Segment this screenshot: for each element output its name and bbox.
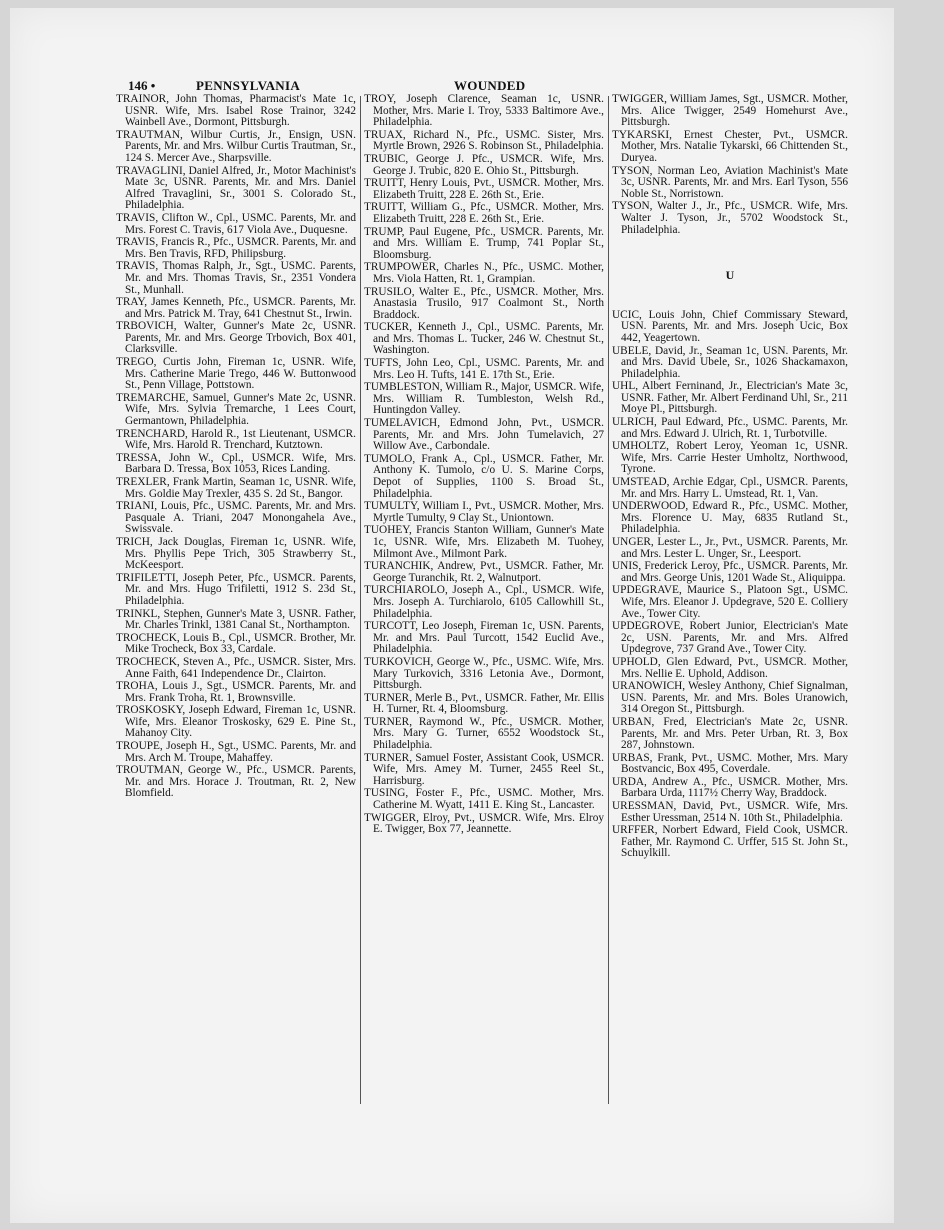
casualty-entry: TROUTMAN, George W., Pfc., USMCR. Parents, Mr. and Mrs. Horace J. Troutman, Rt. 2, New Blomfield.: [116, 764, 356, 800]
casualty-entry: UBELE, David, Jr., Seaman 1c, USN. Parents, Mr. and Mrs. David Ubele, Sr., 1026 Shackamaxon, Philadelphia.: [612, 344, 848, 380]
casualty-entry: TUCKER, Kenneth J., Cpl., USMC. Parents, Mr. and Mrs. Thomas L. Tucker, 246 W. Chestnut St., Washington.: [364, 321, 604, 357]
casualty-entry: TRUMP, Paul Eugene, Pfc., USMCR. Parents, Mr. and Mrs. William E. Trump, 741 Poplar St., Bloomsburg.: [364, 225, 604, 261]
casualty-entry: UNIS, Frederick Leroy, Pfc., USMCR. Parents, Mr. and Mrs. George Unis, 1201 Wade St., Aliquippa.: [612, 560, 848, 584]
section-heading: WOUNDED: [454, 78, 526, 93]
casualty-entry: TRUMPOWER, Charles N., Pfc., USMC. Mother, Mrs. Viola Hatten, Rt. 1, Grampian.: [364, 261, 604, 285]
casualty-entry: TREMARCHE, Samuel, Gunner's Mate 2c, USNR. Wife, Mrs. Sylvia Tremarche, 1 Lees Court, Germantown, Philadelphia.: [116, 391, 356, 428]
casualty-entry: UNGER, Lester L., Jr., Pvt., USMCR. Parents, Mr. and Mrs. Lester L. Unger, Sr., Leesport.: [612, 536, 848, 560]
casualty-entry: URDA, Andrew A., Pfc., USMCR. Mother, Mrs. Barbara Urda, 1117½ Cherry Way, Braddock.: [612, 775, 848, 800]
casualty-entry: TYSON, Norman Leo, Aviation Machinist's Mate 3c, USNR. Parents, Mr. and Mrs. Earl Tyson, 556 Noble St., Norristown.: [612, 164, 848, 200]
casualty-entry: UMHOLTZ, Robert Leroy, Yeoman 1c, USNR. Wife, Mrs. Carrie Hester Umholtz, Northwood, Tyrone.: [612, 440, 848, 476]
column-2: [364, 94, 604, 837]
casualty-entry: UPHOLD, Glen Edward, Pvt., USMCR. Mother, Mrs. Nellie E. Uphold, Addison.: [612, 655, 848, 680]
casualty-entry: ULRICH, Paul Edward, Pfc., USMC. Parents, Mr. and Mrs. Edward J. Ulrich, Rt. 1, Turbotville.: [612, 416, 848, 440]
casualty-entry: TROHA, Louis J., Sgt., USMCR. Parents, Mr. and Mrs. Frank Troha, Rt. 1, Brownsville.: [116, 680, 356, 704]
casualty-entry: TROSKOSKY, Joseph Edward, Fireman 1c, USNR. Wife, Mrs. Eleanor Troskosky, 629 E. Pine St., Mahanoy City.: [116, 704, 356, 740]
casualty-entry: TRBOVICH, Walter, Gunner's Mate 2c, USNR. Parents, Mr. and Mrs. George Trbovich, Box 401, Clarksville.: [116, 320, 356, 356]
casualty-entry: TURCOTT, Leo Joseph, Fireman 1c, USN. Parents, Mr. and Mrs. Paul Turcott, 1542 Euclid Ave., Philadelphia.: [364, 620, 604, 656]
casualty-entry: TRINKL, Stephen, Gunner's Mate 3, USNR. Father, Mr. Charles Trinkl, 1381 Canal St., Northampton.: [116, 607, 356, 632]
casualty-entry: TUSING, Foster F., Pfc., USMC. Mother, Mrs. Catherine M. Wyatt, 1411 E. King St., Lancaster.: [364, 787, 604, 812]
casualty-entry: TRUBIC, George J. Pfc., USMCR. Wife, Mrs. George J. Trubic, 820 E. Ohio St., Pittsburgh.: [364, 152, 604, 177]
casualty-entry: UPDEGROVE, Robert Junior, Electrician's Mate 2c, USN. Parents, Mr. and Mrs. Alfred Updegrove, 737 Grand Ave., Tower City.: [612, 620, 848, 656]
casualty-entry: TRAVIS, Clifton W., Cpl., USMC. Parents, Mr. and Mrs. Forest C. Travis, 617 Viola Ave., Duquesne.: [116, 211, 356, 236]
casualty-entry: TRAY, James Kenneth, Pfc., USMCR. Parents, Mr. and Mrs. Patrick M. Tray, 641 Chestnut St., Irwin.: [116, 296, 356, 320]
casualty-entry: TURANCHIK, Andrew, Pvt., USMCR. Father, Mr. George Turanchik, Rt. 2, Walnutport.: [364, 560, 604, 584]
column-1: [116, 94, 356, 801]
casualty-entry: TRUITT, Henry Louis, Pvt., USMCR. Mother, Mrs. Elizabeth Truitt, 228 E. 26th St., Erie.: [364, 177, 604, 201]
casualty-entry: TURKOVICH, George W., Pfc., USMC. Wife, Mrs. Mary Turkovich, 3316 Letonia Ave., Dormont, Pittsburgh.: [364, 655, 604, 692]
casualty-entry: TRAVIS, Francis R., Pfc., USMCR. Parents, Mr. and Mrs. Ben Travis, RFD, Philipsburg.: [116, 236, 356, 260]
casualty-entry: UHL, Albert Ferninand, Jr., Electrician's Mate 3c, USNR. Father, Mr. Albert Ferdinand Uhl, Sr., 211 Moye Pl., Pittsburgh.: [612, 380, 848, 416]
state-heading: PENNSYLVANIA: [196, 78, 301, 93]
casualty-entry: TREXLER, Frank Martin, Seaman 1c, USNR. Wife, Mrs. Goldie May Trexler, 435 S. 2d St., Bangor.: [116, 476, 356, 500]
casualty-entry: TRUITT, William G., Pfc., USMCR. Mother, Mrs. Elizabeth Truitt, 228 E. 26th St., Erie.: [364, 201, 604, 225]
casualty-entry: UNDERWOOD, Edward R., Pfc., USMC. Mother, Mrs. Florence U. May, 6835 Rutland St., Philadelphia.: [612, 500, 848, 536]
casualty-entry: TROY, Joseph Clarence, Seaman 1c, USNR. Mother, Mrs. Marie I. Troy, 5333 Baltimore Ave., Philadelphia.: [364, 93, 604, 129]
casualty-entry: URESSMAN, David, Pvt., USMCR. Wife, Mrs. Esther Uressman, 2514 N. 10th St., Philadelphia.: [612, 800, 848, 824]
column-3: [612, 94, 848, 861]
casualty-entry: TRUAX, Richard N., Pfc., USMC. Sister, Mrs. Myrtle Brown, 2926 S. Robinson St., Philadelphia.: [364, 128, 604, 153]
casualty-entry: URANOWICH, Wesley Anthony, Chief Signalman, USN. Parents, Mr. and Mrs. Boles Uranowich, 314 Oregon St., Pittsburgh.: [612, 680, 848, 716]
casualty-entry: TRAINOR, John Thomas, Pharmacist's Mate 1c, USNR. Wife, Mrs. Isabel Rose Trainor, 3242 Wainbell Ave., Dormont, Pittsburgh.: [116, 93, 356, 129]
casualty-entry: TRESSA, John W., Cpl., USMCR. Wife, Mrs. Barbara D. Tressa, Box 1053, Rices Landing.: [116, 451, 356, 476]
casualty-entry: TRICH, Jack Douglas, Fireman 1c, USNR. Wife, Mrs. Phyllis Pepe Trich, 305 Strawberry St., McKeesport.: [116, 535, 356, 572]
casualty-entry: TWIGGER, William James, Sgt., USMCR. Mother, Mrs. Alice Twigger, 2549 Homehurst Ave., Pittsburgh.: [612, 93, 848, 129]
casualty-entry: TROCHECK, Steven A., Pfc., USMCR. Sister, Mrs. Anne Faith, 641 Independence Dr., Clairton.: [116, 655, 356, 680]
casualty-entry: TRENCHARD, Harold R., 1st Lieutenant, USMCR. Wife, Mrs. Harold R. Trenchard, Kutztown.: [116, 427, 356, 452]
casualty-entry: TURNER, Raymond W., Pfc., USMCR. Mother, Mrs. Mary G. Turner, 6552 Woodstock St., Philadelphia.: [364, 715, 604, 752]
casualty-entry: TREGO, Curtis John, Fireman 1c, USNR. Wife, Mrs. Catherine Marie Trego, 446 W. Buttonwood St., Penn Village, Pottstown.: [116, 356, 356, 392]
casualty-entry: TRAVIS, Thomas Ralph, Jr., Sgt., USMC. Parents, Mr. and Mrs. Thomas Travis, Sr., 2351 Vondera St., Munhall.: [116, 260, 356, 296]
casualty-entry: TUFTS, John Leo, Cpl., USMC. Parents, Mr. and Mrs. Leo H. Tufts, 141 E. 17th St., Erie.: [364, 357, 604, 381]
casualty-entry: UMSTEAD, Archie Edgar, Cpl., USMCR. Parents, Mr. and Mrs. Harry L. Umstead, Rt. 1, Van.: [612, 476, 848, 500]
casualty-entry: TROCHECK, Louis B., Cpl., USMCR. Brother, Mr. Mike Trocheck, Box 33, Cardale.: [116, 631, 356, 656]
casualty-entry: TRIANI, Louis, Pfc., USMC. Parents, Mr. and Mrs. Pasquale A. Triani, 2047 Monongahela Ave., Swissvale.: [116, 500, 356, 536]
casualty-entry: TWIGGER, Elroy, Pvt., USMCR. Wife, Mrs. Elroy E. Twigger, Box 77, Jeannette.: [364, 811, 604, 836]
casualty-entry: TRAVAGLINI, Daniel Alfred, Jr., Motor Machinist's Mate 3c, USNR. Parents, Mr. and Mrs. Daniel Alfred Travaglini, Sr., 3001 S. Colorado St., Philadelphia.: [116, 164, 356, 212]
casualty-entry: TRIFILETTI, Joseph Peter, Pfc., USMCR. Parents, Mr. and Mrs. Hugo Trifiletti, 1912 S. 23d St., Philadelphia.: [116, 571, 356, 607]
casualty-entry: TUMOLO, Frank A., Cpl., USMCR. Father, Mr. Anthony K. Tumolo, c/o U. S. Marine Corps, Depot of Supplies, 1100 S. Broad St., Philadelphia.: [364, 452, 604, 500]
casualty-entry: TUOHEY, Francis Stanton William, Gunner's Mate 1c, USNR. Wife, Mrs. Elizabeth M. Tuohey, Milmont Ave., Milmont Park.: [364, 524, 604, 560]
casualty-entry: TRUSILO, Walter E., Pfc., USMCR. Mother, Mrs. Anastasia Trusilo, 917 Coalmont St., North Braddock.: [364, 285, 604, 321]
casualty-entry: TURNER, Samuel Foster, Assistant Cook, USMCR. Wife, Mrs. Amey M. Turner, 2455 Reel St., Harrisburg.: [364, 751, 604, 787]
section-letter: U: [725, 268, 735, 283]
casualty-entry: TURCHIAROLO, Joseph A., Cpl., USMCR. Wife, Mrs. Joseph A. Turchiarolo, 6105 Callowhill St., Philadelphia.: [364, 584, 604, 620]
casualty-entry: TYKARSKI, Ernest Chester, Pvt., USMCR. Mother, Mrs. Natalie Tykarski, 66 Chittenden St., Duryea.: [612, 128, 848, 164]
column-divider: [360, 96, 361, 1104]
casualty-entry: URBAN, Fred, Electrician's Mate 2c, USNR. Parents, Mr. and Mrs. Peter Urban, Rt. 3, Box 287, Johnstown.: [612, 715, 848, 752]
casualty-entry: TYSON, Walter J., Jr., Pfc., USMCR. Wife, Mrs. Walter J. Tyson, Jr., 5702 Woodstock St., Philadelphia.: [612, 200, 848, 236]
casualty-entry: TRAUTMAN, Wilbur Curtis, Jr., Ensign, USN. Parents, Mr. and Mrs. Wilbur Curtis Trautman, Sr., 124 S. Mercer Ave., Sharpsville.: [116, 128, 356, 164]
casualty-entry: UCIC, Louis John, Chief Commissary Steward, USN. Parents, Mr. and Mrs. Joseph Ucic, Box 442, Yeagertown.: [612, 308, 848, 344]
casualty-entry: UPDEGRAVE, Maurice S., Platoon Sgt., USMC. Wife, Mrs. Eleanor J. Updegrave, 520 E. Colliery Ave., Tower City.: [612, 584, 848, 620]
casualty-entry: TURNER, Merle B., Pvt., USMCR. Father, Mr. Ellis H. Turner, Rt. 4, Bloomsburg.: [364, 691, 604, 716]
casualty-entry: TUMBLESTON, William R., Major, USMCR. Wife, Mrs. William R. Tumbleston, Welsh Rd., Huntingdon Valley.: [364, 381, 604, 417]
casualty-entry: TUMULTY, William I., Pvt., USMCR. Mother, Mrs. Myrtle Tumulty, 9 Clay St., Uniontown.: [364, 500, 604, 524]
page-number: 146 •: [128, 78, 156, 93]
column-divider: [608, 96, 609, 1104]
casualty-entry: URBAS, Frank, Pvt., USMC. Mother, Mrs. Mary Bostvancic, Box 495, Coverdale.: [612, 751, 848, 776]
casualty-entry: URFFER, Norbert Edward, Field Cook, USMCR. Father, Mr. Raymond C. Urffer, 515 St. John St., Schuylkill.: [612, 824, 848, 860]
casualty-entry: TROUPE, Joseph H., Sgt., USMC. Parents, Mr. and Mrs. Arch M. Troupe, Mahaffey.: [116, 740, 356, 764]
casualty-entry: TUMELAVICH, Edmond John, Pvt., USMCR. Parents, Mr. and Mrs. John Tumelavich, 27 Willow Ave., Carbondale.: [364, 417, 604, 453]
